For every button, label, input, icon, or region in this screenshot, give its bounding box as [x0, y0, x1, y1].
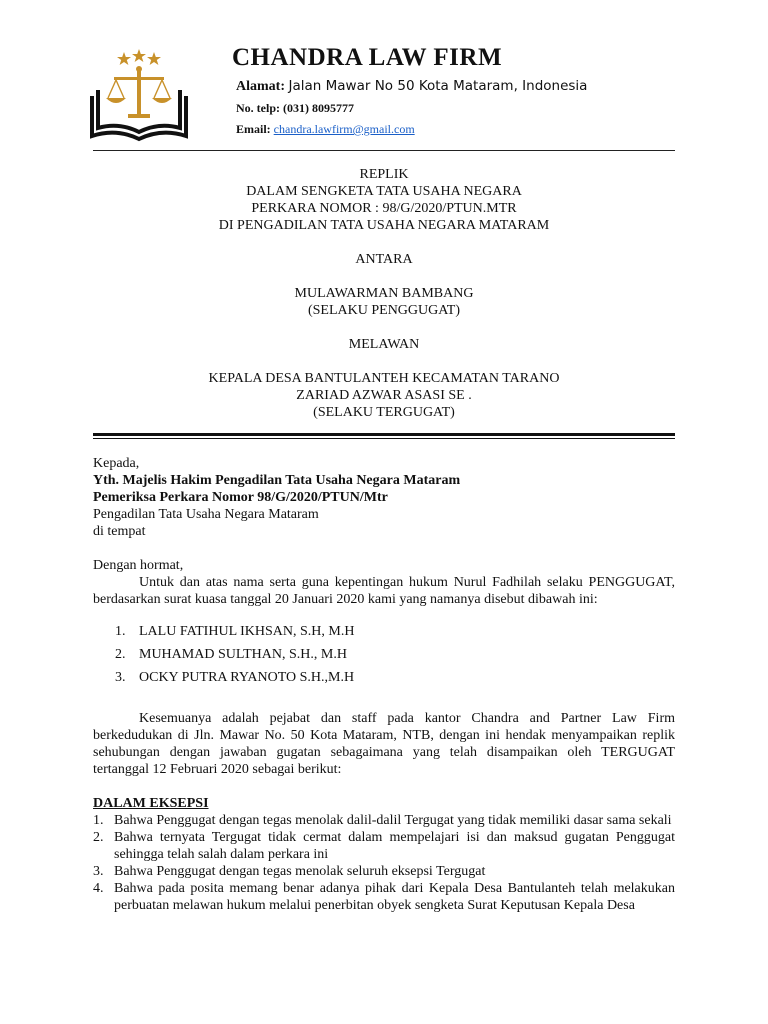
address-label: Alamat: [236, 79, 285, 94]
firm-name: CHANDRA LAW FIRM [232, 44, 503, 71]
between-label: ANTARA [355, 252, 413, 267]
plaintiff-role: (SELAKU PENGGUGAT) [307, 303, 461, 318]
email-line [236, 122, 415, 137]
list-item: 2. Bahwa ternyata Tergugat tidak cermat dalam mempelajari isi dan maksud gugatan Penggugat sehingga telah salah dalam perkara ini [93, 830, 675, 862]
doc-title: REPLIK [359, 167, 409, 182]
list-item: 3. OCKY PUTRA RYANOTO S.H.,M.H [115, 670, 355, 685]
to-label: Kepada, [93, 456, 140, 471]
list-item: 2. MUHAMAD SULTHAN, S.H., M.H [115, 647, 347, 662]
doc-subtitle-1: DALAM SENGKETA TATA USAHA NEGARA [246, 184, 522, 199]
email-link[interactable]: chandra.lawfirm@gmail.com [273, 122, 415, 136]
exception-list [93, 812, 675, 914]
title-divider-thin [93, 438, 675, 439]
lawyer-list [93, 620, 675, 689]
title-divider-thick [93, 433, 675, 436]
place-line: di tempat [93, 524, 146, 539]
address-value: Jalan Mawar No 50 Kota Mataram, Indonesia [288, 78, 588, 94]
defendant-title: KEPALA DESA BANTULANTEH KECAMATAN TARANO [208, 371, 560, 386]
address-line [236, 78, 587, 95]
phone-line: No. telp: (031) 8095777 [236, 101, 354, 115]
section-heading: DALAM EKSEPSI [93, 796, 209, 811]
court-line: Pengadilan Tata Usaha Negara Mataram [93, 507, 319, 522]
list-item: 1. LALU FATIHUL IKHSAN, S.H, M.H [115, 624, 355, 639]
lawyer-name: MUHAMAD SULTHAN, S.H., M.H [139, 647, 347, 662]
intro-paragraph: Untuk dan atas nama serta guna kepentingan hukum Nurul Fadhilah selaku PENGGUGAT, berdasarkan surat kuasa tanggal 20 Januari 2020 kami yang namanya disebut dibawah ini: [93, 575, 675, 607]
case-number: PERKARA NOMOR : 98/G/2020/PTUN.MTR [251, 201, 517, 216]
recipient-line-1: Yth. Majelis Hakim Pengadilan Tata Usaha Negara Mataram [93, 473, 461, 488]
greeting: Dengan hormat, [93, 558, 184, 573]
defendant-name: ZARIAD AZWAR ASASI SE . [296, 388, 472, 403]
header-divider [93, 150, 675, 151]
recipient-line-2: Pemeriksa Perkara Nomor 98/G/2020/PTUN/Mtr [93, 490, 388, 505]
statement-paragraph: Kesemuanya adalah pejabat dan staff pada kantor Chandra and Partner Law Firm berkedudukan di Jln. Mawar No. 50 Kota Mataram, NTB, dengan ini hendak menyampaikan replik sehubungan dengan jawaban gugatan sebagaimana yang telah disampaikan oleh TERGUGAT tertanggal 12 Februari 2020 sebagai berikut: [93, 711, 675, 777]
list-item: 3. Bahwa Penggugat dengan tegas menolak seluruh eksepsi Tergugat [93, 864, 486, 879]
list-item: 1. Bahwa Penggugat dengan tegas menolak dalil-dalil Tergugat yang tidak memiliki dasar sama sekali [93, 813, 672, 828]
defendant-role: (SELAKU TERGUGAT) [313, 405, 455, 420]
email-label: Email: [236, 122, 271, 136]
court-name: DI PENGADILAN TATA USAHA NEGARA MATARAM [218, 218, 550, 233]
lawyer-name: LALU FATIHUL IKHSAN, S.H, M.H [139, 624, 355, 639]
plaintiff-name: MULAWARMAN BAMBANG [294, 286, 474, 301]
lawyer-name: OCKY PUTRA RYANOTO S.H.,M.H [139, 670, 355, 685]
list-item: 4. Bahwa pada posita memang benar adanya pihak dari Kepala Desa Bantulanteh telah melakukan perbuatan melawan hukum melalui penerbitan obyek sengketa Surat Keputusan Kepala Desa [93, 881, 675, 913]
title-block [93, 166, 675, 421]
versus-label: MELAWAN [348, 337, 420, 352]
scales-of-justice-logo-icon [86, 44, 192, 144]
letter-body [93, 455, 675, 914]
